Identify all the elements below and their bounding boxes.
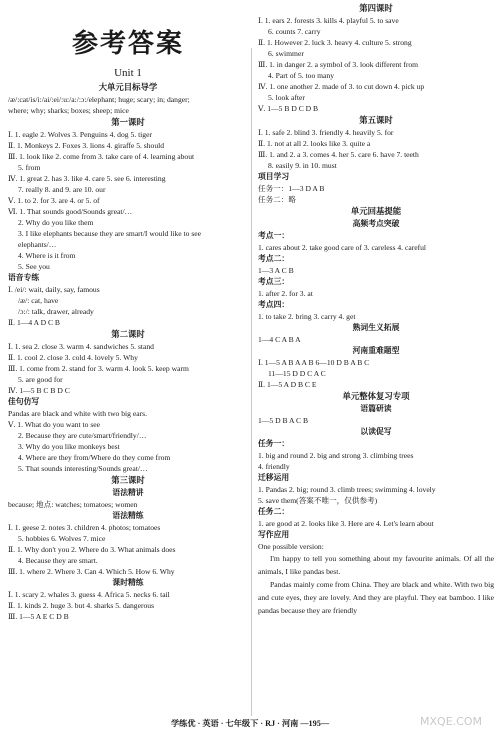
answer-line: Ⅱ. 1. kinds 2. huge 3. but 4. sharks 5. dangerous xyxy=(8,601,155,610)
section-heading: 项目学习 xyxy=(258,172,290,181)
answer-line: Ⅰ. 1. geese 2. notes 3. children 4. photos; tomatoes xyxy=(8,523,161,532)
answer-line: 2. Because they are cute/smart/friendly/… xyxy=(18,431,147,440)
right-column xyxy=(258,2,494,617)
answer-line: Ⅰ. 1. ears 2. forests 3. kills 4. playful 5. to save xyxy=(258,16,399,25)
section-heading: 第二课时 xyxy=(111,330,145,339)
answer-line: 5. are good for xyxy=(18,375,63,384)
answer-line: where; why; sharks; boxes; sheep; mice xyxy=(8,106,129,115)
section-heading: 考点二： xyxy=(258,254,290,263)
section-heading: 语篇研读 xyxy=(360,404,392,413)
answer-line: 4. Because they are smart. xyxy=(18,556,98,565)
section-heading: 第四课时 xyxy=(359,4,393,13)
answer-line: Ⅰ. 1. eagle 2. Wolves 3. Penguins 4. dog 5. tiger xyxy=(8,130,152,139)
answer-line: /æ/:cat/is/i:/ai/:ei/:u:/a:/:ɔ:/elephant; huge; scary; in; danger; xyxy=(8,95,190,104)
left-column xyxy=(8,0,248,622)
answer-line: Ⅴ. 1. What do you want to see xyxy=(8,420,101,429)
answer-line: Ⅰ. 1. scary 2. whales 3. guess 4. Africa 5. necks 6. tail xyxy=(8,590,170,599)
section-heading: 语音专练 xyxy=(8,273,40,282)
section-heading: 单元整体复习专项 xyxy=(342,392,410,401)
answer-line: 2. Why do you like them xyxy=(18,218,94,227)
answer-line: 1—4 C A B A xyxy=(258,335,301,344)
answer-line: 8. easily 9. in 10. must xyxy=(268,161,337,170)
answer-line: Ⅰ. 1—5 A B A A B 6—10 D B A B C xyxy=(258,358,370,367)
section-heading: 佳句仿写 xyxy=(8,397,40,406)
answer-line: Ⅲ. 1. come from 2. stand for 3. warm 4. look 5. keep warm xyxy=(8,364,189,373)
answer-line: 5. See you xyxy=(18,262,50,271)
section-heading: 河南重难题型 xyxy=(352,346,400,355)
answer-line: 3. I like elephants because they are smart/I would like to see xyxy=(18,229,202,238)
answer-line: 1. to take 2. bring 3. carry 4. get xyxy=(258,312,356,321)
section-heading: 第一课时 xyxy=(111,118,145,127)
essay xyxy=(258,552,494,617)
answer-line: 5. from xyxy=(18,163,41,172)
answer-line: 5. hobbies 6. Wolves 7. mice xyxy=(18,534,106,543)
page-footer: 学练优 · 英语 · 七年级下 · RJ · 河南 —195— xyxy=(170,719,330,728)
answer-line: Ⅵ. 1. That sounds good/Sounds great/… xyxy=(8,207,133,216)
answer-line: 7. really 8. and 9. are 10. our xyxy=(18,185,106,194)
answer-line: 1. Pandas 2. big; round 3. climb trees; swimming 4. lovely xyxy=(258,485,436,494)
answer-line: Ⅰ. /ei/: wait, daily, say, famous xyxy=(8,285,100,294)
answer-line: Ⅱ. 1—4 A D C B xyxy=(8,318,60,327)
answer-line: /ɔ:/: talk, drawer, already xyxy=(18,307,94,316)
answer-line: 6. swimmer xyxy=(268,49,304,58)
section-heading: 任务二： xyxy=(258,507,290,516)
answer-line: One possible version: xyxy=(258,542,324,551)
answer-line: Ⅱ. 1. Monkeys 2. Foxes 3. lions 4. giraffe 5. should xyxy=(8,141,165,150)
essay-paragraph: Pandas mainly come from China. They are black and white. With two big and cute eyes, they are lovely. And they are playful. They eat bamboo. I like pandas because they are friendly xyxy=(258,580,494,615)
answer-line: Pandas are black and white with two big ears. xyxy=(8,409,147,418)
answer-line: 1. after 2. for 3. at xyxy=(258,289,313,298)
section-heading: 以读促写 xyxy=(360,427,392,436)
unit-title: Unit 1 xyxy=(114,67,142,79)
answer-line: Ⅱ. 1. However 2. luck 3. heavy 4. culture 5. strong xyxy=(258,38,412,47)
right-answers xyxy=(258,2,494,552)
answer-line: Ⅱ. 1. not at all 2. looks like 3. quite a xyxy=(258,139,371,148)
essay-paragraph: I'm happy to tell you something about my favourite animals. Of all the animals, I like pandas best. xyxy=(258,554,494,576)
watermark-logo: MXQE.COM xyxy=(420,714,482,728)
section-heading: 语法精讲 xyxy=(112,488,144,497)
section-heading: 熟词生义拓展 xyxy=(352,323,400,332)
column-divider xyxy=(251,48,252,716)
answer-line: 6. counts 7. carry xyxy=(268,27,321,36)
answer-line: Ⅱ. 1. cool 2. close 3. cold 4. lovely 5. Why xyxy=(8,353,138,362)
answer-line: Ⅱ. 1. Why don't you 2. Where do 3. What animals does xyxy=(8,545,176,554)
answer-line: because; 地点: watches; tomatoes; women xyxy=(8,500,138,509)
answer-line: Ⅲ. 1. where 2. Where 3. Can 4. Which 5. How 6. Why xyxy=(8,567,175,576)
answer-line: Ⅱ. 1—5 A D B C E xyxy=(258,380,317,389)
answer-line: Ⅲ. 1. look like 2. come from 3. take care of 4. learning about xyxy=(8,152,195,161)
answer-line: Ⅲ. 1. in danger 2. a symbol of 3. look different from xyxy=(258,60,419,69)
section-heading: 考点一： xyxy=(258,231,290,240)
section-heading: 课时精练 xyxy=(112,578,144,587)
answer-line: Ⅲ. 1—5 A E C D B xyxy=(8,612,69,621)
section-heading: 语法精练 xyxy=(112,511,144,520)
answer-line: 任务一：1—3 D A B xyxy=(258,184,325,193)
answer-line: 1. are good at 2. looks like 3. Here are 4. Let's learn about xyxy=(258,519,434,528)
answer-line: 1—5 D B A C B xyxy=(258,416,309,425)
answer-line: 5. save them(答案不唯一，仅供参考) xyxy=(258,496,378,505)
left-answers xyxy=(8,81,248,622)
answer-line: 4. friendly xyxy=(258,462,290,471)
answer-line: Ⅰ. 1. safe 2. blind 3. friendly 4. heavily 5. for xyxy=(258,128,394,137)
section-heading: 任务一： xyxy=(258,439,290,448)
answer-line: 3. Why do you like monkeys best xyxy=(18,442,120,451)
answer-line: 任务二：略 xyxy=(258,195,296,204)
section-heading: 第三课时 xyxy=(111,476,145,485)
answer-line: 11—15 D D C A C xyxy=(268,369,326,378)
section-heading: 写作应用 xyxy=(258,530,290,539)
answer-line: elephants/… xyxy=(18,240,57,249)
section-heading: 第五课时 xyxy=(359,116,393,125)
answer-line: 4. Where is it from xyxy=(18,251,76,260)
section-heading: 考点四： xyxy=(258,300,290,309)
section-heading: 单元回基提能 xyxy=(350,207,402,216)
answer-line: 5. look after xyxy=(268,93,305,102)
answer-line: 4. Where are they from/Where do they come from xyxy=(18,453,171,462)
answer-line: Ⅰ. 1. sea 2. close 3. warm 4. sandwiches 5. stand xyxy=(8,342,154,351)
answer-line: /æ/: cat, have xyxy=(18,296,59,305)
answer-line: Ⅳ. 1—5 B C B D C xyxy=(8,386,70,395)
page-title: 参考答案 xyxy=(71,29,184,59)
section-heading: 迁移运用 xyxy=(258,473,290,482)
section-heading: 考点三： xyxy=(258,277,290,286)
answer-line: 1. cares about 2. take good care of 3. careless 4. careful xyxy=(258,243,427,252)
answer-line: Ⅴ. 1—5 B D C D B xyxy=(258,104,319,113)
answer-line: 4. Part of 5. too many xyxy=(268,71,335,80)
answer-line: 1—3 A C B xyxy=(258,266,294,275)
answer-line: Ⅳ. 1. great 2. has 3. like 4. care 5. see 6. interesting xyxy=(8,174,166,183)
answer-line: Ⅲ. 1. and 2. a 3. comes 4. her 5. care 6. have 7. teeth xyxy=(258,150,419,159)
section-heading: 大单元目标导学 xyxy=(98,83,158,92)
answer-line: Ⅳ. 1. one another 2. made of 3. to cut down 4. pick up xyxy=(258,82,425,91)
answer-line: 1. big and round 2. big and strong 3. climbing trees xyxy=(258,451,414,460)
section-heading: 高频考点突破 xyxy=(352,219,400,228)
answer-line: 5. That sounds interesting/Sounds great/… xyxy=(18,464,148,473)
answer-line: Ⅴ. 1. to 2. for 3. are 4. or 5. of xyxy=(8,196,100,205)
